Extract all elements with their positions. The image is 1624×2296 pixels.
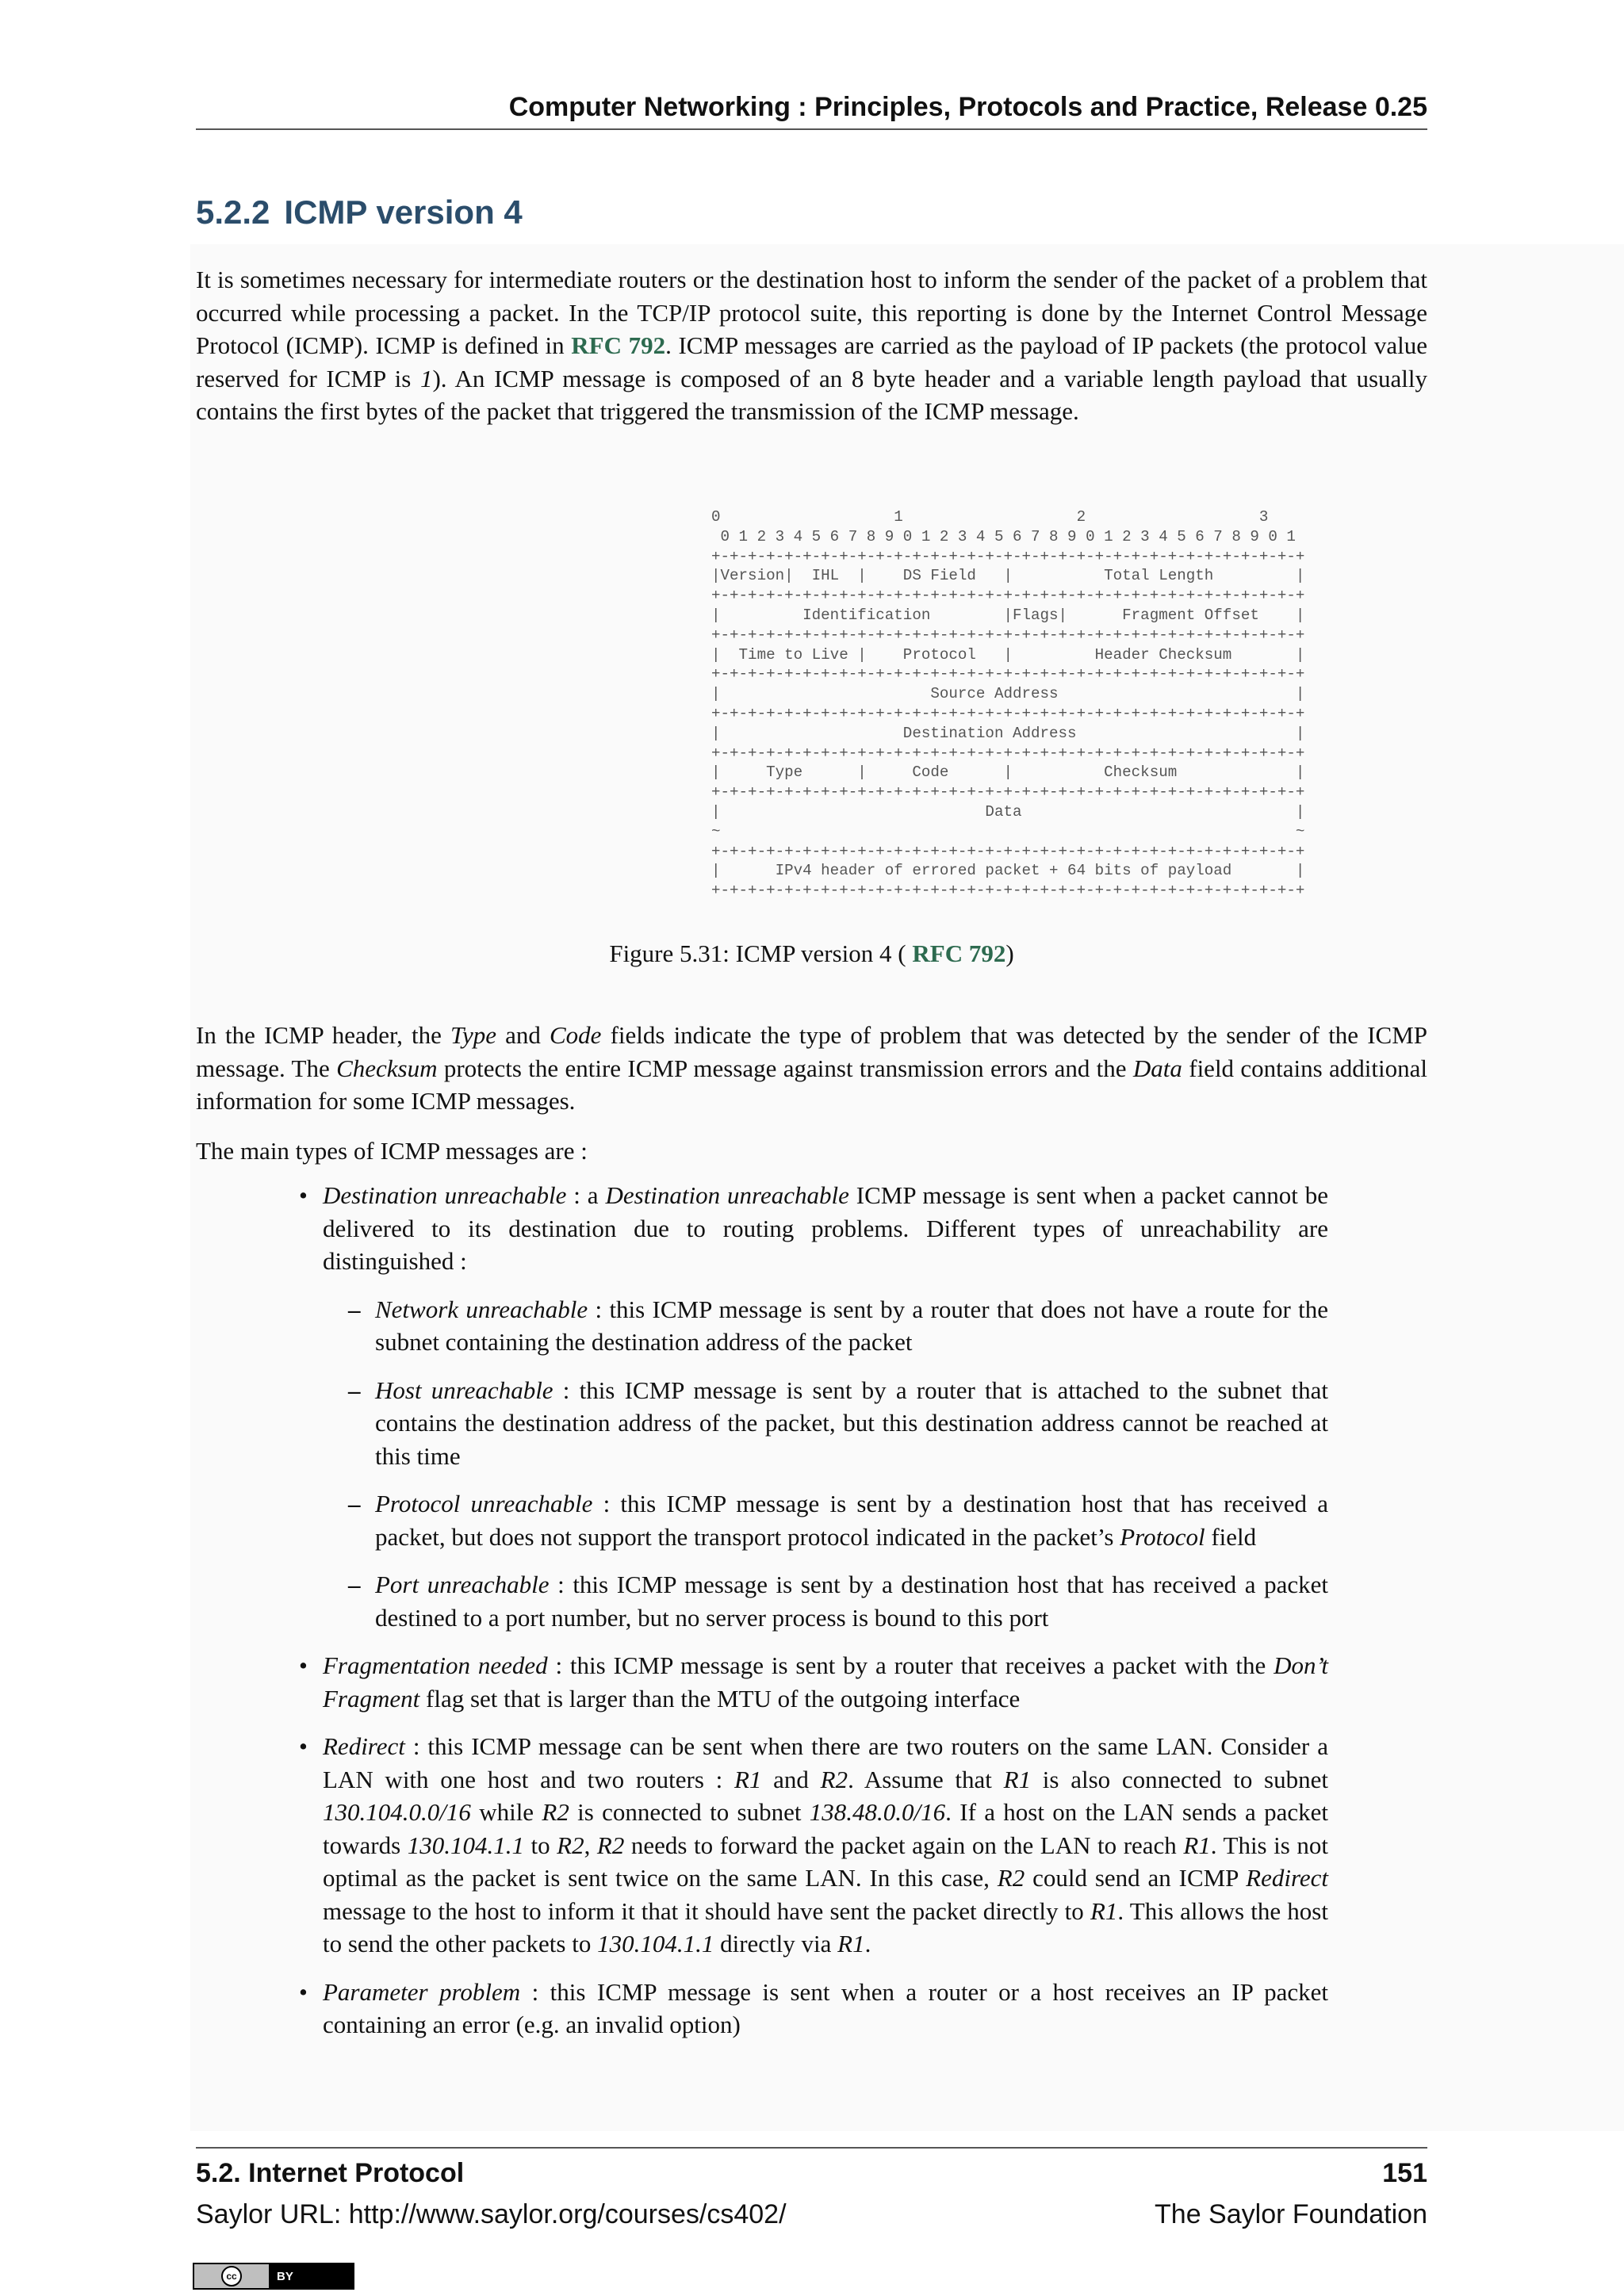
term: R2 [557, 1831, 584, 1859]
intro-text-2: . ICMP messages are carried as the payload of IP packets (the protocol value reserved for ICMP is [196, 331, 1427, 392]
term: Destination unreachable [323, 1181, 567, 1209]
text: fields indicate the type of problem that was detected by the sender of the ICMP message. The [196, 1021, 1427, 1082]
text: ICMP message is sent when a packet cannot be delivered to its destination due to routing problems. Different types of unreachability are distinguished : [323, 1181, 1328, 1275]
text: . If a host on the LAN sends a packet towards [323, 1798, 1328, 1859]
term: 130.104.1.1 [597, 1930, 714, 1957]
cc-by-license-badge[interactable] [193, 2263, 354, 2290]
text: message to the host to inform it that it should have sent the packet directly to [323, 1896, 1090, 1925]
text: . This allows the host to send the other packets to [323, 1896, 1328, 1957]
text: , [584, 1831, 597, 1859]
intro-text-3: ). An ICMP message is composed of an 8 byte header and a variable length payload that usually contains the first bytes of the packet that triggered the transmission of the ICMP message. [196, 364, 1427, 425]
term: R1 [1183, 1831, 1211, 1859]
text: directly via [714, 1930, 838, 1957]
list-item-port-unreachable [323, 1568, 1328, 1634]
text: : this ICMP message is sent when a router or a host receives an IP packet containing an error (e.g. an invalid option) [323, 1977, 1328, 2038]
term: Port unreachable [375, 1571, 550, 1598]
footer-section-line [196, 2155, 1427, 2191]
list-item-protocol-unreachable [323, 1487, 1328, 1553]
page-number: 151 [1382, 2158, 1427, 2188]
text: while [470, 1798, 542, 1826]
term: Network unreachable [375, 1295, 588, 1323]
footer-rule [196, 2147, 1427, 2149]
term: R1 [837, 1930, 865, 1957]
text: : this ICMP message is sent by a router that is attached to the subnet that contains the destination address of the packet, but this destination address cannot be reached at this time [375, 1376, 1329, 1470]
section-heading [196, 190, 523, 235]
footer-section: 5.2. Internet Protocol [196, 2158, 465, 2188]
intro-paragraph [196, 263, 1427, 428]
text: to [523, 1831, 557, 1859]
term-data: Data [1132, 1054, 1182, 1082]
text: . Assume that [848, 1765, 1004, 1793]
term: 130.104.1.1 [407, 1831, 524, 1859]
icmp-types-list [299, 1179, 1328, 2057]
text: is also connected to subnet [1031, 1765, 1328, 1793]
saylor-url[interactable]: Saylor URL: http://www.saylor.org/courses/cs402/ [196, 2199, 787, 2229]
text: and [496, 1021, 550, 1049]
term: Protocol [1120, 1522, 1205, 1551]
text: field [1205, 1522, 1257, 1551]
list-item-redirect [299, 1730, 1328, 1961]
running-header: Computer Networking : Principles, Protocols and Practice, Release 0.25 [508, 92, 1427, 122]
term: Don’t Fragment [323, 1651, 1329, 1712]
term: R1 [1090, 1896, 1118, 1925]
text: : this ICMP message is sent by a router that receives a packet with the [547, 1651, 1274, 1679]
list-item-fragmentation-needed [299, 1649, 1328, 1715]
text: flag set that is larger than the MTU of the outgoing interface [419, 1684, 1021, 1712]
text: needs to forward the packet again on the LAN to reach [624, 1831, 1184, 1859]
term: Protocol unreachable [375, 1490, 593, 1517]
term: R2 [820, 1765, 848, 1793]
term-type: Type [450, 1021, 496, 1049]
list-item-network-unreachable [323, 1293, 1328, 1359]
term: R2 [542, 1798, 569, 1826]
term: R1 [1003, 1765, 1032, 1793]
term-checksum: Checksum [336, 1054, 438, 1082]
caption-close: ) [1005, 939, 1014, 967]
term: R2 [596, 1831, 625, 1859]
icmp-header-diagram: 0 1 2 3 0 1 2 3 4 5 6 7 8 9 0 1 2 3 4 5 6 7 8 9 0 1 2 3 4 5 6 7 8 9 0 1 +-+-+-+-+-+-+-+-+-+-+-+-+-+-+-+-+-+-+-+-+-+-+-+-+-+-+-+-+-+-+-+-+ |Version| IHL | DS Field | Total Length | +-+-+-+-+-+-+-+-+-+-+-+-+-+-+-+-+-+-+-+-+-+-+-+-+-+-+-+-+-+-+-+-+ | Identification |Flags| Fragment Offset | +-+-+-+-+-+-+-+-+-+-+-+-+-+-+-+-+-+-+-+-+-+-+-+-+-+-+-+-+-+-+-+-+ | Time to Live | Protocol | Header Checksum | +-+-+-+-+-+-+-+-+-+-+-+-+-+-+-+-+-+-+-+-+-+-+-+-+-+-+-+-+-+-+-+-+ | Source Address | +-+-+-+-+-+-+-+-+-+-+-+-+-+-+-+-+-+-+-+-+-+-+-+-+-+-+-+-+-+-+-+-+ | Destination Address | +-+-+-+-+-+-+-+-+-+-+-+-+-+-+-+-+-+-+-+-+-+-+-+-+-+-+-+-+-+-+-+-+ | Type | Code | Checksum | +-+-+-+-+-+-+-+-+-+-+-+-+-+-+-+-+-+-+-+-+-+-+-+-+-+-+-+-+-+-+-+-+ | Data | ~ ~ +-+-+-+-+-+-+-+-+-+-+-+-+-+-+-+-+-+-+-+-+-+-+-+-+-+-+-+-+-+-+-+-+ | IPv4 header of errored packet + 64 bits of payload | +-+-+-+-+-+-+-+-+-+-+-+-+-+-+-+-+-+-+-+-+-+-+-+-+-+-+-+-+-+-+-+-+ [711, 508, 1305, 900]
saylor-foundation: The Saylor Foundation [1155, 2199, 1427, 2229]
cc-logo-icon [194, 2264, 270, 2288]
text: : this ICMP message is sent by a destination host that has received a packet destined to a port number, but no server process is bound to this port [375, 1571, 1328, 1632]
text: field contains additional information for some ICMP messages. [196, 1054, 1428, 1115]
icmp-header-paragraph [196, 1019, 1427, 1118]
text: . This is not optimal as the packet is sent twice on the same LAN. In this case, [323, 1831, 1328, 1892]
text: : a [566, 1181, 606, 1209]
text: . [864, 1930, 871, 1957]
rfc-792-link[interactable]: RFC 792 [571, 331, 666, 359]
list-item-destination-unreachable [299, 1179, 1328, 1634]
text: : this ICMP message is sent by a router that does not have a route for the subnet containing the destination address of the packet [375, 1295, 1328, 1356]
term: R2 [997, 1864, 1025, 1892]
term: Redirect [323, 1732, 405, 1760]
caption-text: Figure 5.31: ICMP version 4 ( [609, 939, 913, 967]
text: is connected to subnet [569, 1798, 810, 1826]
unreachable-subtypes-list [323, 1293, 1328, 1635]
list-item-host-unreachable [323, 1374, 1328, 1473]
list-item-parameter-problem [299, 1976, 1328, 2042]
term: Parameter problem [323, 1977, 521, 2006]
term: 130.104.0.0/16 [323, 1798, 471, 1826]
caption-rfc-link[interactable]: RFC 792 [912, 939, 1006, 967]
term: Fragmentation needed [323, 1651, 548, 1679]
intro-text-1: It is sometimes necessary for intermediate routers or the destination host to inform the sender of the packet of a problem that occurred while processing a packet. In the TCP/IP protocol suite, this reporting is done by the Internet Control Message Protocol (ICMP). ICMP is defined in [196, 266, 1427, 359]
figure-caption [196, 937, 1427, 970]
section-title-text: ICMP version 4 [284, 193, 523, 231]
footer-source-line [196, 2196, 1427, 2233]
term: Destination unreachable [605, 1181, 849, 1209]
section-number: 5.2.2 [196, 193, 270, 231]
main-types-intro: The main types of ICMP messages are : [196, 1137, 588, 1165]
term: Host unreachable [375, 1376, 553, 1404]
icmp-header-figure [711, 507, 1328, 909]
text: : this ICMP message is sent by a destination host that has received a packet, but does not support the transport protocol indicated in the packet’s [375, 1490, 1329, 1551]
term: 138.48.0.0/16 [809, 1798, 946, 1826]
text: protects the entire ICMP message against transmission errors and the [437, 1054, 1133, 1082]
icmp-protocol-value: 1 [419, 364, 433, 392]
text: could send an ICMP [1025, 1864, 1247, 1892]
term: Redirect [1246, 1864, 1328, 1892]
cc-symbol: cc [221, 2266, 242, 2286]
text: In the ICMP header, the [196, 1021, 450, 1049]
text: : this ICMP message can be sent when there are two routers on the same LAN. Consider a LAN with one host and two routers : [323, 1732, 1328, 1793]
header-rule [196, 128, 1427, 130]
term: R1 [733, 1765, 762, 1793]
text: and [761, 1765, 821, 1793]
by-label: BY [277, 2269, 293, 2283]
term-code: Code [550, 1021, 602, 1049]
